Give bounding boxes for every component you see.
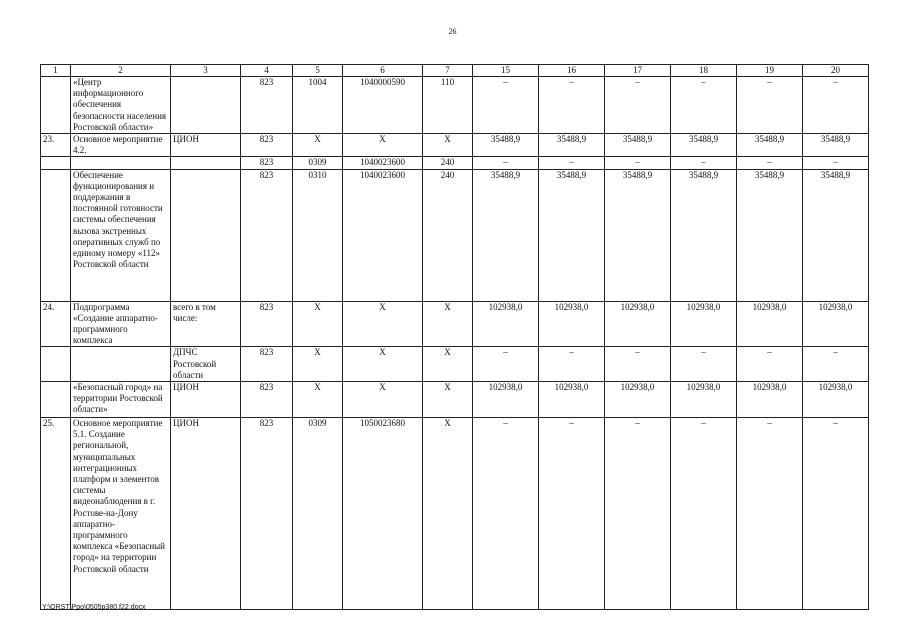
table-cell: 1040023600 bbox=[343, 157, 423, 169]
table-cell: 35488,9 bbox=[605, 169, 671, 301]
table-cell: – bbox=[539, 77, 605, 134]
column-header-3: 3 bbox=[171, 65, 241, 77]
table-cell: 102938,0 bbox=[605, 382, 671, 418]
table-cell: – bbox=[605, 347, 671, 382]
file-path-footer: Y:\ORST\Ppo\0505p380.f22.docx bbox=[42, 604, 146, 611]
table-cell: ДПЧС Ростовской области bbox=[171, 347, 241, 382]
table-cell bbox=[41, 382, 71, 418]
column-header-2: 2 bbox=[71, 65, 171, 77]
table-cell: 823 bbox=[241, 347, 293, 382]
table-cell: 35488,9 bbox=[803, 169, 869, 301]
table-cell bbox=[41, 347, 71, 382]
table-cell: Х bbox=[343, 382, 423, 418]
table-cell: 823 bbox=[241, 301, 293, 347]
table-cell: Х bbox=[423, 301, 473, 347]
table-cell: 102938,0 bbox=[803, 382, 869, 418]
table-cell: 35488,9 bbox=[671, 169, 737, 301]
table-header-row bbox=[41, 65, 869, 77]
table-cell bbox=[71, 347, 171, 382]
table-cell: 25. bbox=[41, 418, 71, 610]
table-cell: 0310 bbox=[293, 169, 343, 301]
table-cell: – bbox=[671, 418, 737, 610]
table-cell bbox=[41, 169, 71, 301]
table-cell: Х bbox=[423, 347, 473, 382]
table-cell: Обеспечение функционирования и поддержания в постоянной готовности системы обеспечения вызова экстренных оперативных служб по единому номеру «112» Ростовской области bbox=[71, 169, 171, 301]
column-header-1: 1 bbox=[41, 65, 71, 77]
table-cell: – bbox=[803, 157, 869, 169]
table-cell: 102938,0 bbox=[539, 301, 605, 347]
table-cell: Основное мероприятие 5.1. Создание региональной, муниципальных интеграционных платформ и элементов системы видеонаблюдения в г. Ростове-на-Дону аппаратно-программного комплекса «Безопасный город» на территории Ростовской области bbox=[71, 418, 171, 610]
table-row bbox=[41, 77, 869, 134]
table-cell: 102938,0 bbox=[473, 301, 539, 347]
table-cell bbox=[41, 157, 71, 169]
table-cell: – bbox=[737, 77, 803, 134]
table-cell: 1040000590 bbox=[343, 77, 423, 134]
table-cell: Х bbox=[423, 382, 473, 418]
column-header-19: 19 bbox=[737, 65, 803, 77]
table-cell: 1004 bbox=[293, 77, 343, 134]
table-cell: «Центр информационного обеспечения безопасности населения Ростовской области» bbox=[71, 77, 171, 134]
table-row bbox=[41, 157, 869, 169]
table-cell: Х bbox=[293, 301, 343, 347]
column-header-17: 17 bbox=[605, 65, 671, 77]
table-cell: – bbox=[539, 347, 605, 382]
table-cell: 102938,0 bbox=[737, 301, 803, 347]
table-cell: Х bbox=[293, 347, 343, 382]
table-cell: 1050023680 bbox=[343, 418, 423, 610]
table-cell: – bbox=[737, 157, 803, 169]
table-cell: 35488,9 bbox=[737, 169, 803, 301]
table-row bbox=[41, 382, 869, 418]
table-cell: 102938,0 bbox=[539, 382, 605, 418]
table-cell: – bbox=[737, 418, 803, 610]
table-cell: 823 bbox=[241, 157, 293, 169]
table-cell: 823 bbox=[241, 134, 293, 157]
table-cell bbox=[41, 77, 71, 134]
column-header-15: 15 bbox=[473, 65, 539, 77]
table-cell: – bbox=[605, 77, 671, 134]
table-cell: 102938,0 bbox=[671, 382, 737, 418]
table-cell: 110 bbox=[423, 77, 473, 134]
table-cell: 102938,0 bbox=[605, 301, 671, 347]
table-cell: Х bbox=[343, 301, 423, 347]
table-cell: 1040023600 bbox=[343, 169, 423, 301]
table-cell: 102938,0 bbox=[737, 382, 803, 418]
table-cell: – bbox=[737, 347, 803, 382]
table-cell: 23. bbox=[41, 134, 71, 157]
table-cell: 35488,9 bbox=[539, 134, 605, 157]
table-cell: – bbox=[473, 77, 539, 134]
table-cell bbox=[71, 157, 171, 169]
table-cell: ЦИОН bbox=[171, 382, 241, 418]
table-cell: 823 bbox=[241, 418, 293, 610]
table-cell: – bbox=[671, 157, 737, 169]
table-cell: 102938,0 bbox=[803, 301, 869, 347]
table-cell: – bbox=[539, 418, 605, 610]
table-cell: – bbox=[803, 347, 869, 382]
table-cell: 102938,0 bbox=[671, 301, 737, 347]
column-header-4: 4 bbox=[241, 65, 293, 77]
table-cell: Х bbox=[343, 347, 423, 382]
table-cell: 35488,9 bbox=[803, 134, 869, 157]
table-cell: – bbox=[605, 157, 671, 169]
table-cell bbox=[171, 169, 241, 301]
table-cell: Х bbox=[293, 382, 343, 418]
table-cell: – bbox=[803, 77, 869, 134]
column-header-6: 6 bbox=[343, 65, 423, 77]
table-cell: 0309 bbox=[293, 418, 343, 610]
page-number: 26 bbox=[448, 27, 457, 36]
table-cell: – bbox=[473, 418, 539, 610]
table-cell: – bbox=[671, 347, 737, 382]
column-header-18: 18 bbox=[671, 65, 737, 77]
table-cell: 823 bbox=[241, 382, 293, 418]
column-header-7: 7 bbox=[423, 65, 473, 77]
table-cell bbox=[171, 77, 241, 134]
table-cell: – bbox=[803, 418, 869, 610]
table-cell: Основное мероприятие 4.2. bbox=[71, 134, 171, 157]
column-header-20: 20 bbox=[803, 65, 869, 77]
table-row bbox=[41, 301, 869, 347]
table-cell: всего в том числе: bbox=[171, 301, 241, 347]
table-body bbox=[41, 77, 869, 610]
table-cell: ЦИОН bbox=[171, 418, 241, 610]
table-cell: ЦИОН bbox=[171, 134, 241, 157]
column-header-5: 5 bbox=[293, 65, 343, 77]
table-cell: Х bbox=[423, 134, 473, 157]
table-cell: – bbox=[473, 347, 539, 382]
table-cell: 35488,9 bbox=[473, 134, 539, 157]
table-cell: 823 bbox=[241, 169, 293, 301]
table-cell: – bbox=[473, 157, 539, 169]
table-cell: 24. bbox=[41, 301, 71, 347]
table-cell: – bbox=[671, 77, 737, 134]
table-cell: 102938,0 bbox=[473, 382, 539, 418]
table-row bbox=[41, 347, 869, 382]
table-cell: 240 bbox=[423, 169, 473, 301]
table-cell: 823 bbox=[241, 77, 293, 134]
table-cell: «Безопасный город» на территории Ростовской области» bbox=[71, 382, 171, 418]
table-cell: 0309 bbox=[293, 157, 343, 169]
table-cell: 35488,9 bbox=[737, 134, 803, 157]
table-row bbox=[41, 418, 869, 610]
table-row bbox=[41, 134, 869, 157]
table-cell: 35488,9 bbox=[473, 169, 539, 301]
table-cell: Х bbox=[293, 134, 343, 157]
table-row bbox=[41, 169, 869, 301]
table-cell: 35488,9 bbox=[605, 134, 671, 157]
table-cell bbox=[171, 157, 241, 169]
table-cell: 35488,9 bbox=[539, 169, 605, 301]
table-cell: Подпрограмма «Создание аппаратно-программного комплекса bbox=[71, 301, 171, 347]
table-cell: Х bbox=[423, 418, 473, 610]
table-cell: 35488,9 bbox=[671, 134, 737, 157]
table-cell: 240 bbox=[423, 157, 473, 169]
budget-table bbox=[40, 64, 869, 610]
table-cell: Х bbox=[343, 134, 423, 157]
column-header-16: 16 bbox=[539, 65, 605, 77]
table-cell: – bbox=[539, 157, 605, 169]
table-cell: – bbox=[605, 418, 671, 610]
